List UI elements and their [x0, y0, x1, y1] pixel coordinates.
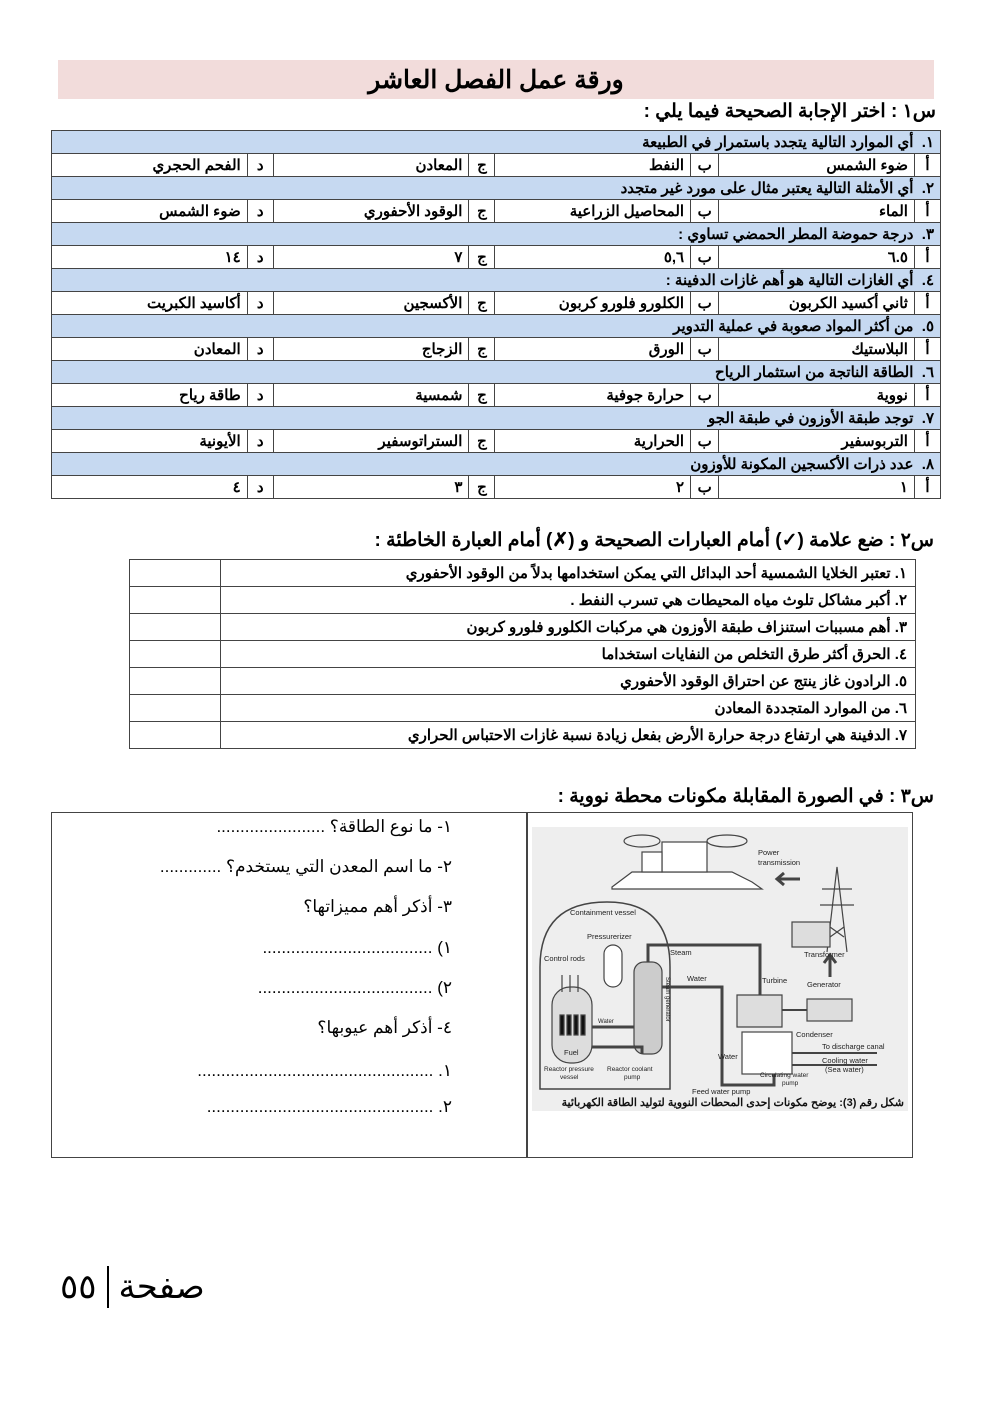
question-stem: درجة حموضة المطر الحمضي تساوي : — [678, 226, 914, 243]
answer-option[interactable]: المعادن — [273, 154, 469, 177]
option-letter: د — [247, 476, 273, 499]
answer-option[interactable]: شمسية — [273, 384, 469, 407]
answer-option[interactable]: ثاني أكسيد الكربون — [719, 292, 915, 315]
answer-option[interactable]: أكاسيد الكبريت — [52, 292, 248, 315]
statement-row — [130, 668, 916, 695]
q3-questions — [44, 813, 464, 1157]
label-steam-generator: Steam generator — [664, 977, 670, 1022]
question-stem: عدد ذرات الأكسجين المكونة للأوزون — [690, 456, 914, 473]
answer-option[interactable]: البلاستيك — [719, 338, 915, 361]
label-rcp-2: pump — [624, 1074, 641, 1081]
option-letter: أ — [914, 338, 940, 361]
question-number: ٢. — [921, 180, 934, 197]
footer-label: صفحة — [118, 1268, 205, 1306]
option-letter: أ — [914, 154, 940, 177]
label-power-transmission: Power — [758, 848, 780, 857]
question-stem: أي الأمثلة التالية يعتبر مثال على مورد غير متجدد — [620, 180, 914, 197]
label-transformer: Transformer — [804, 950, 845, 959]
option-letter: أ — [914, 292, 940, 315]
q1-table — [51, 130, 941, 499]
answer-mark-cell[interactable] — [130, 695, 221, 722]
turbine-icon — [737, 995, 782, 1027]
answer-option[interactable]: الورق — [495, 338, 691, 361]
answer-option[interactable]: التربوسفير — [719, 430, 915, 453]
answer-option[interactable]: طاقة رياح — [52, 384, 248, 407]
option-letter: ب — [691, 384, 719, 407]
option-letter: أ — [914, 384, 940, 407]
page-title: ورقة عمل الفصل العاشر — [58, 60, 934, 99]
option-letter: ب — [691, 430, 719, 453]
statement-row — [130, 722, 916, 749]
option-letter: د — [247, 338, 273, 361]
label-pressurizer: Pressurerizer — [587, 932, 632, 941]
q3-advantage-1: ١) .................................... — [262, 938, 452, 957]
label-control-rods: Control rods — [544, 954, 585, 963]
label-rcp: Reactor coolant — [607, 1066, 653, 1073]
question-stem: توجد طبقة الأوزون في طبقة الجو — [708, 410, 914, 427]
label-discharge: To discharge canal — [822, 1042, 885, 1051]
question-row — [52, 177, 941, 200]
label-water-left: Water — [718, 1052, 738, 1061]
option-letter: ج — [469, 292, 495, 315]
q3-question-2: ٢- ما اسم المعدن التي يستخدم؟ ............. — [159, 857, 452, 876]
label-sea-water: (Sea water) — [825, 1065, 864, 1074]
answer-option[interactable]: الأيونية — [52, 430, 248, 453]
options-row — [52, 154, 941, 177]
page-number: ٥٥ — [60, 1268, 97, 1306]
question-row — [52, 315, 941, 338]
answer-option[interactable]: الماء — [719, 200, 915, 223]
statement-row — [130, 695, 916, 722]
question-text — [52, 361, 941, 384]
options-row — [52, 384, 941, 407]
answer-option[interactable]: الكلورو فلورو كربون — [495, 292, 691, 315]
question-text — [52, 131, 941, 154]
options-row — [52, 476, 941, 499]
statement-row — [130, 641, 916, 668]
answer-option[interactable]: النفط — [495, 154, 691, 177]
option-letter: أ — [914, 200, 940, 223]
condenser-icon — [742, 1032, 792, 1074]
city-icon — [612, 872, 762, 889]
question-number: ١. — [921, 134, 934, 151]
diagram-svg — [532, 827, 908, 1097]
answer-option[interactable]: ٧ — [273, 246, 469, 269]
answer-option[interactable]: الستراتوسفير — [273, 430, 469, 453]
question-text — [52, 269, 941, 292]
options-row — [52, 292, 941, 315]
question-text — [52, 223, 941, 246]
option-letter: أ — [914, 246, 940, 269]
q3-disadvantage-1: ١. .................................................. — [197, 1061, 452, 1080]
label-water-top: Water — [687, 974, 707, 983]
pressurizer-icon — [604, 945, 622, 987]
answer-option[interactable]: ٣ — [273, 476, 469, 499]
statement-text: ٦. من الموارد المتجددة المعادن — [221, 695, 916, 722]
question-row — [52, 407, 941, 430]
answer-mark-cell[interactable] — [130, 614, 221, 641]
options-row — [52, 246, 941, 269]
question-row — [52, 453, 941, 476]
answer-option[interactable]: الحرارية — [495, 430, 691, 453]
option-letter: ب — [691, 154, 719, 177]
q3-heading: س٣ : في الصورة المقابلة مكونات محطة نووية : — [557, 786, 934, 807]
label-feed-pump: Feed water pump — [692, 1087, 751, 1096]
q3-disadvantage-2: ٢. ................................................ — [206, 1097, 452, 1116]
question-row — [52, 223, 941, 246]
label-rpv: Reactor pressure — [544, 1066, 594, 1073]
label-steam: Steam — [670, 948, 692, 957]
option-letter: د — [247, 200, 273, 223]
answer-option[interactable]: ٥,٦ — [495, 246, 691, 269]
answer-option[interactable]: حرارة جوفية — [495, 384, 691, 407]
answer-option[interactable]: نووية — [719, 384, 915, 407]
answer-option[interactable]: المحاصيل الزراعية — [495, 200, 691, 223]
q3-question-3: ٣- أذكر أهم مميزاتها؟ — [303, 897, 452, 916]
option-letter: ج — [469, 384, 495, 407]
answer-option[interactable]: ١٤ — [52, 246, 248, 269]
answer-mark-cell[interactable] — [130, 668, 221, 695]
label-condenser: Condenser — [796, 1030, 833, 1039]
option-letter: ب — [691, 338, 719, 361]
option-letter: د — [247, 292, 273, 315]
answer-option[interactable]: ٦.٥ — [719, 246, 915, 269]
question-number: ٤. — [921, 272, 934, 289]
options-row — [52, 200, 941, 223]
statement-row — [130, 587, 916, 614]
question-row — [52, 269, 941, 292]
answer-option[interactable]: ٢ — [495, 476, 691, 499]
label-circ-pump: Circulating water — [760, 1072, 809, 1079]
option-letter: ج — [469, 154, 495, 177]
answer-option[interactable]: الفحم الحجري — [52, 154, 248, 177]
question-stem: أي الموارد التالية يتجدد باستمرار في الطبيعة — [642, 134, 914, 151]
label-circ-pump-2: pump — [782, 1080, 799, 1087]
answer-option[interactable]: ١ — [719, 476, 915, 499]
answer-mark-cell[interactable] — [130, 587, 221, 614]
question-number: ٦. — [921, 364, 934, 381]
option-letter: ج — [469, 338, 495, 361]
statement-text: ٥. الرادون غاز ينتج عن احتراق الوقود الأحفوري — [221, 668, 916, 695]
statement-text: ٧. الدفينة هي ارتفاع درجة حرارة الأرض بفعل زيادة نسبة غازات الاحتباس الحراري — [221, 722, 916, 749]
answer-option[interactable]: الأكسجين — [273, 292, 469, 315]
answer-option[interactable]: الزجاج — [273, 338, 469, 361]
footer-separator — [107, 1266, 109, 1308]
question-stem: من أكثر المواد صعوبة في عملية التدوير — [673, 318, 914, 335]
question-stem: الطاقة الناتجة من استثمار الرياح — [715, 364, 914, 381]
answer-mark-cell[interactable] — [130, 722, 221, 749]
generator-icon — [807, 999, 852, 1021]
option-letter: د — [247, 430, 273, 453]
nuclear-plant-diagram — [532, 827, 908, 1111]
option-letter: أ — [914, 430, 940, 453]
label-containment: Containment vessel — [570, 908, 636, 917]
option-letter: ج — [469, 246, 495, 269]
option-letter: أ — [914, 476, 940, 499]
question-stem: أي الغازات التالية هو أهم غازات الدفينة : — [665, 272, 914, 289]
question-text — [52, 453, 941, 476]
label-cooling: Cooling water — [822, 1056, 868, 1065]
option-letter: ب — [691, 292, 719, 315]
question-number: ٨. — [921, 456, 934, 473]
question-row — [52, 131, 941, 154]
label-rpv-2: vessel — [560, 1074, 579, 1081]
question-number: ٧. — [921, 410, 934, 427]
q2-table — [129, 559, 916, 749]
question-text — [52, 315, 941, 338]
transmission-arrow-icon — [777, 873, 800, 885]
option-letter: د — [247, 154, 273, 177]
answer-mark-cell[interactable] — [130, 560, 221, 587]
diagram-caption: شكل رقم (3): يوضح مكونات إحدى المحطات النووية لتوليد الطاقة الكهربائية — [561, 1097, 904, 1109]
statement-row — [130, 614, 916, 641]
q3-question-4: ٤- أذكر أهم عيوبها؟ — [317, 1018, 452, 1037]
q3-box — [51, 812, 913, 1158]
label-turbine: Turbine — [762, 976, 788, 985]
option-letter: د — [247, 246, 273, 269]
statement-text: ٣. أهم مسببات استنزاف طبقة الأوزون هي مركبات الكلورو فلورو كربون — [221, 614, 916, 641]
answer-mark-cell[interactable] — [130, 641, 221, 668]
option-letter: ج — [469, 200, 495, 223]
answer-option[interactable]: ضوء الشمس — [52, 200, 248, 223]
statement-text: ٢. أكبر مشاكل تلوث مياه المحيطات هي تسرب النفط . — [221, 587, 916, 614]
steam-generator-icon — [634, 962, 662, 1054]
q1-heading: س١ : اختر الإجابة الصحيحة فيما يلي : — [643, 101, 936, 122]
statement-text: ١. تعتبر الخلايا الشمسية أحد البدائل التي يمكن استخدامها بدلاً من الوقود الأحفوري — [221, 560, 916, 587]
option-letter: د — [247, 384, 273, 407]
question-row — [52, 361, 941, 384]
column-divider — [526, 813, 528, 1157]
answer-option[interactable]: الوقود الأحفوري — [273, 200, 469, 223]
label-water-inner: Water — [598, 1019, 614, 1025]
options-row — [52, 430, 941, 453]
answer-option[interactable]: ٤ — [52, 476, 248, 499]
options-row — [52, 338, 941, 361]
option-letter: ب — [691, 200, 719, 223]
question-text — [52, 177, 941, 200]
q2-heading: س٢ : ضع علامة (✓) أمام العبارات الصحيحة و (✗) أمام العبارة الخاطئة : — [374, 530, 934, 551]
label-power-transmission-2: transmission — [758, 858, 801, 867]
q3-advantage-2: ٢) ..................................... — [257, 978, 452, 997]
question-text — [52, 407, 941, 430]
option-letter: ج — [469, 476, 495, 499]
option-letter: ب — [691, 246, 719, 269]
answer-option[interactable]: ضوء الشمس — [719, 154, 915, 177]
statement-row — [130, 560, 916, 587]
option-letter: ج — [469, 430, 495, 453]
label-generator: Generator — [807, 980, 841, 989]
page-footer — [60, 1266, 205, 1308]
label-fuel: Fuel — [564, 1048, 579, 1057]
statement-text: ٤. الحرق أكثر طرق التخلص من النفايات استخداما — [221, 641, 916, 668]
option-letter: ب — [691, 476, 719, 499]
question-number: ٣. — [921, 226, 934, 243]
answer-option[interactable]: المعادن — [52, 338, 248, 361]
q3-question-1: ١- ما نوع الطاقة؟ ....................... — [216, 817, 452, 836]
question-number: ٥. — [921, 318, 934, 335]
